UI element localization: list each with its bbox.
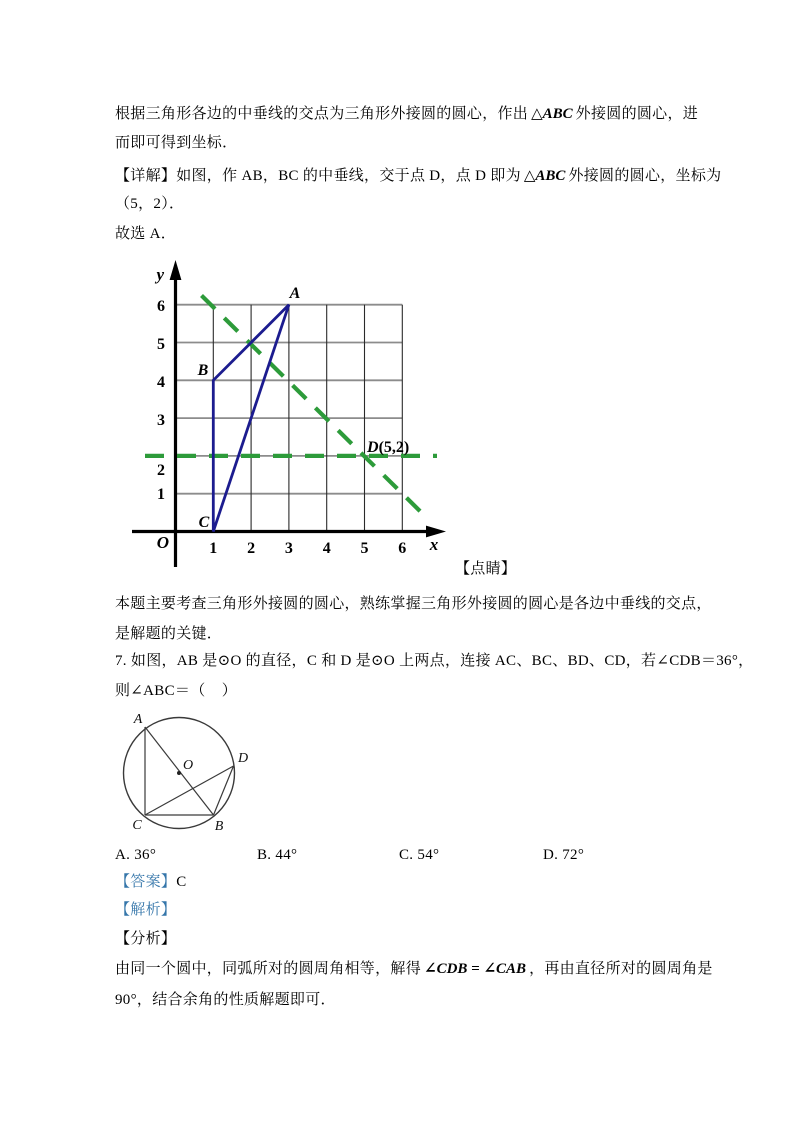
solution-text: 而即可得到坐标． (115, 135, 238, 151)
answer-value: C (176, 874, 187, 890)
solution-coordinates-line (115, 194, 184, 214)
circle-point-c-label: C (132, 818, 142, 833)
question7-stem-line-1 (115, 651, 753, 671)
analysis-text: 90°，结合余角的性质解题即可． (115, 992, 336, 1008)
detail-label-and-text: 【详解】如图，作 AB，BC 的中垂线，交于点 D，点 D 即为 (115, 168, 521, 184)
y-axis-arrow-icon (170, 260, 182, 280)
perpendicular-bisector-diagonal (202, 296, 430, 521)
circle-figure (115, 706, 267, 841)
method-header-line (115, 929, 176, 949)
analysis-line-1 (115, 959, 713, 979)
circle-point-a-label: A (133, 712, 143, 727)
tip-title-text: 【点睛】 (455, 561, 517, 577)
method-header: 【分析】 (115, 931, 177, 947)
math-triangle-abc: △ABC (531, 106, 573, 122)
answer-line (115, 872, 187, 892)
y-tick-label: 1 (157, 486, 165, 503)
option-text: D. 72° (543, 847, 585, 863)
analysis-line-2 (115, 990, 336, 1010)
answer-label: 【答案】 (115, 874, 177, 890)
option-d (543, 845, 584, 865)
analysis-text: 由同一个圆中，同弧所对的圆周角相等，解得 (115, 961, 422, 977)
math-angle-equation: ∠CDB = ∠CAB (424, 961, 527, 977)
tip-line-1 (115, 594, 712, 614)
y-tick-label: 5 (157, 336, 165, 353)
y-tick-label: 6 (157, 298, 165, 315)
center-dot (177, 771, 181, 775)
x-tick-label: 5 (360, 540, 369, 557)
option-text: A. 36° (115, 847, 157, 863)
solution-text: 外接圆的圆心，坐标为 (568, 168, 722, 184)
x-tick-label: 6 (398, 540, 407, 557)
circle-center-label: O (183, 758, 194, 773)
solution-line-1 (115, 104, 698, 124)
solution-answer-choice-line (115, 224, 176, 244)
point-a-label: A (289, 285, 301, 302)
question-text: 则∠ABC＝（ ） (115, 683, 238, 699)
point-d-label (366, 439, 409, 456)
option-text: B. 44° (257, 847, 298, 863)
x-tick-label: 3 (284, 540, 293, 557)
tip-text: 本题主要考查三角形外接圆的圆心，熟练掌握三角形外接圆的圆心是各边中垂线的交点， (115, 596, 712, 612)
chord-cd (145, 766, 234, 815)
solution-text: 根据三角形各边的中垂线的交点为三角形外接圆的圆心，作出 (115, 106, 529, 122)
tip-text: 是解题的关键． (115, 626, 223, 642)
x-axis-label: x (429, 535, 439, 554)
circle-point-d-label: D (238, 751, 249, 766)
solution-line-2 (115, 133, 237, 153)
option-text: C. 54° (399, 847, 440, 863)
question-text: 7. 如图，AB 是⊙O 的直径，C 和 D 是⊙O 上两点，连接 AC、BC、BD、CD，若∠CDB＝36°， (115, 653, 754, 669)
analysis-text: ，再由直径所对的圆周角是 (529, 961, 713, 977)
point-b-label: B (197, 362, 209, 379)
y-tick-label: 2 (157, 462, 165, 479)
x-tick-label: 1 (209, 540, 218, 557)
circle-point-b-label: B (214, 819, 224, 834)
diameter-ab (145, 727, 214, 815)
chord-db (214, 766, 234, 815)
solution-text: 外接圆的圆心，进 (575, 106, 699, 122)
question7-stem-line-2 (115, 681, 237, 701)
tip-line-2 (115, 624, 222, 644)
option-c (399, 845, 439, 865)
x-tick-label: 2 (247, 540, 256, 557)
y-tick-label: 4 (157, 374, 165, 391)
point-c-label: C (198, 514, 210, 531)
solution-text: 故选 A． (115, 226, 177, 242)
option-a (115, 845, 156, 865)
math-triangle-abc: △ABC (523, 168, 566, 184)
y-axis-label: y (156, 265, 164, 284)
coordinate-grid-figure (120, 256, 454, 578)
origin-label: O (156, 533, 169, 552)
x-tick-label: 4 (322, 540, 331, 557)
tip-title (455, 559, 516, 579)
solution-detail-line (115, 166, 721, 186)
point-d-coordinates: (5,2) (378, 439, 410, 456)
solution-text: （5，2）． (115, 196, 185, 212)
analysis-header-line (115, 900, 176, 920)
y-tick-label: 3 (157, 412, 165, 429)
option-b (257, 845, 297, 865)
point-d-letter: D (367, 439, 379, 456)
analysis-header: 【解析】 (115, 902, 177, 918)
